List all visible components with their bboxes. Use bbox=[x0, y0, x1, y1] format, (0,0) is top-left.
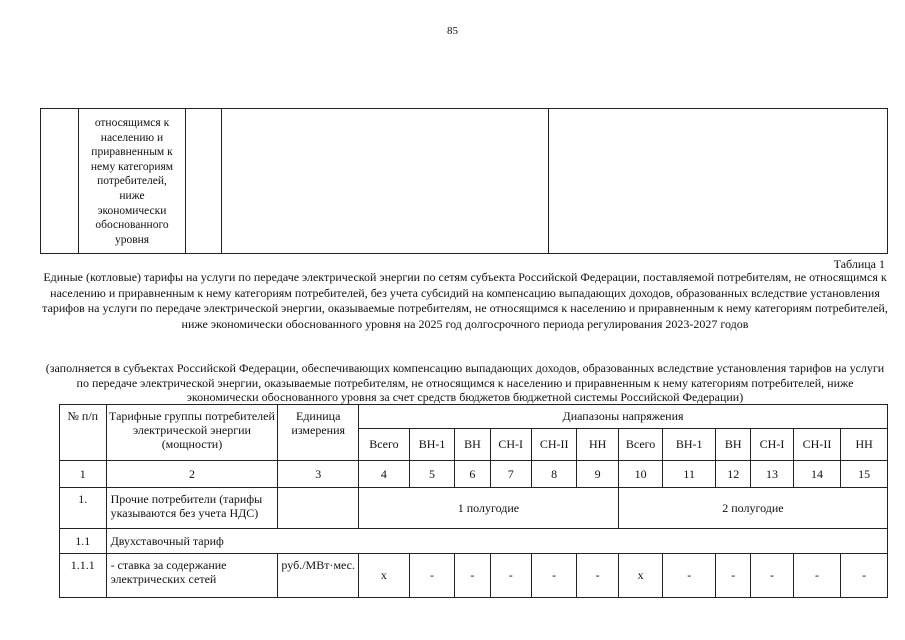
col-number: 14 bbox=[793, 461, 841, 488]
col-number: 2 bbox=[106, 461, 278, 488]
fragment-cell-text: относящимся к населению и приравненным к нему категориям потребителей, ниже экономически обоснованного уровня bbox=[90, 117, 174, 246]
half-year-1: 1 полугодие bbox=[359, 488, 619, 529]
subheader-cell: ВН-1 bbox=[409, 429, 455, 461]
col-number: 9 bbox=[577, 461, 618, 488]
row-unit: руб./МВт·мес. bbox=[278, 554, 359, 598]
half-year-2: 2 полугодие bbox=[618, 488, 887, 529]
col-number: 10 bbox=[618, 461, 663, 488]
table-row bbox=[60, 529, 888, 554]
table-label: Таблица 1 bbox=[833, 257, 885, 271]
header-row bbox=[60, 405, 888, 429]
subheader-cell: СН-II bbox=[793, 429, 841, 461]
subheader-cell: НН bbox=[577, 429, 618, 461]
column-number-row bbox=[60, 461, 888, 488]
subheader-cell: СН-I bbox=[751, 429, 793, 461]
value-cell: х bbox=[618, 554, 663, 598]
subheader-cell: СН-II bbox=[531, 429, 577, 461]
col-number: 1 bbox=[60, 461, 107, 488]
table-row bbox=[60, 554, 888, 598]
col-number: 6 bbox=[455, 461, 490, 488]
col-number: 8 bbox=[531, 461, 577, 488]
col-number: 4 bbox=[359, 461, 410, 488]
row-name: - ставка за содержание электрических сетей bbox=[106, 554, 278, 598]
col-number: 13 bbox=[751, 461, 793, 488]
page-number: 85 bbox=[447, 25, 458, 37]
table-divider bbox=[548, 109, 549, 253]
subheader-cell: ВН-1 bbox=[663, 429, 716, 461]
value-cell: - bbox=[663, 554, 716, 598]
row-name: Двухставочный тариф bbox=[106, 529, 887, 554]
row-name: Прочие потребители (тарифы указываются без учета НДС) bbox=[106, 488, 278, 529]
header-groups: Тарифные группы потребителей электрической энергии (мощности) bbox=[106, 405, 278, 461]
row-num: 1.1.1 bbox=[60, 554, 107, 598]
subheader-cell: Всего bbox=[359, 429, 410, 461]
value-cell: - bbox=[490, 554, 531, 598]
header-ranges: Диапазоны напряжения bbox=[359, 405, 888, 429]
value-cell: х bbox=[359, 554, 410, 598]
row-num: 1.1 bbox=[60, 529, 107, 554]
table-divider bbox=[221, 109, 222, 253]
col-number: 5 bbox=[409, 461, 455, 488]
subheader-cell: ВН bbox=[455, 429, 490, 461]
col-number: 12 bbox=[716, 461, 751, 488]
row-unit bbox=[278, 488, 359, 529]
value-cell: - bbox=[531, 554, 577, 598]
value-cell: - bbox=[793, 554, 841, 598]
col-number: 7 bbox=[490, 461, 531, 488]
subheader-cell: ВН bbox=[716, 429, 751, 461]
value-cell: - bbox=[751, 554, 793, 598]
table-row bbox=[60, 488, 888, 529]
value-cell: - bbox=[716, 554, 751, 598]
table-note: (заполняется в субъектах Российской Федерации, обеспечивающих компенсацию выпадающих доходов, образованных вследствие установления тарифов на услуги по передаче электрической энергии, оказываемые потребителям, не относящимся к населению и приравненным к нему категориям потребителей, ниже экономически обоснованного уровня за счет средств бюджетов бюджетной системы Российской Федерации) bbox=[45, 361, 885, 404]
subheader-cell: СН-I bbox=[490, 429, 531, 461]
subheader-cell: Всего bbox=[618, 429, 663, 461]
subheader-cell: НН bbox=[841, 429, 888, 461]
value-cell: - bbox=[841, 554, 888, 598]
continued-table-fragment bbox=[40, 108, 888, 254]
value-cell: - bbox=[409, 554, 455, 598]
col-number: 11 bbox=[663, 461, 716, 488]
header-num: № п/п bbox=[60, 405, 107, 461]
table-divider bbox=[78, 109, 79, 253]
row-num: 1. bbox=[60, 488, 107, 529]
col-number: 15 bbox=[841, 461, 888, 488]
value-cell: - bbox=[577, 554, 618, 598]
table-divider bbox=[185, 109, 186, 253]
table-heading: Единые (котловые) тарифы на услуги по передаче электрической энергии по сетям субъекта Российской Федерации, поставляемой потребителям, не относящимся к населению и приравненным к нему категориям потребителей, без учета субсидий на компенсацию выпадающих доходов, образованных вследствие установления тарифов на услуги по передаче электрической энергии, оказываемые потребителям, не относящимся к населению и приравненным к нему категориям потребителей, ниже экономически обоснованного уровня на 2025 год долгосрочного периода регулирования 2023-2027 годов bbox=[42, 270, 888, 331]
value-cell: - bbox=[455, 554, 490, 598]
col-number: 3 bbox=[278, 461, 359, 488]
header-unit: Единица измерения bbox=[278, 405, 359, 461]
tariff-table bbox=[59, 404, 888, 598]
